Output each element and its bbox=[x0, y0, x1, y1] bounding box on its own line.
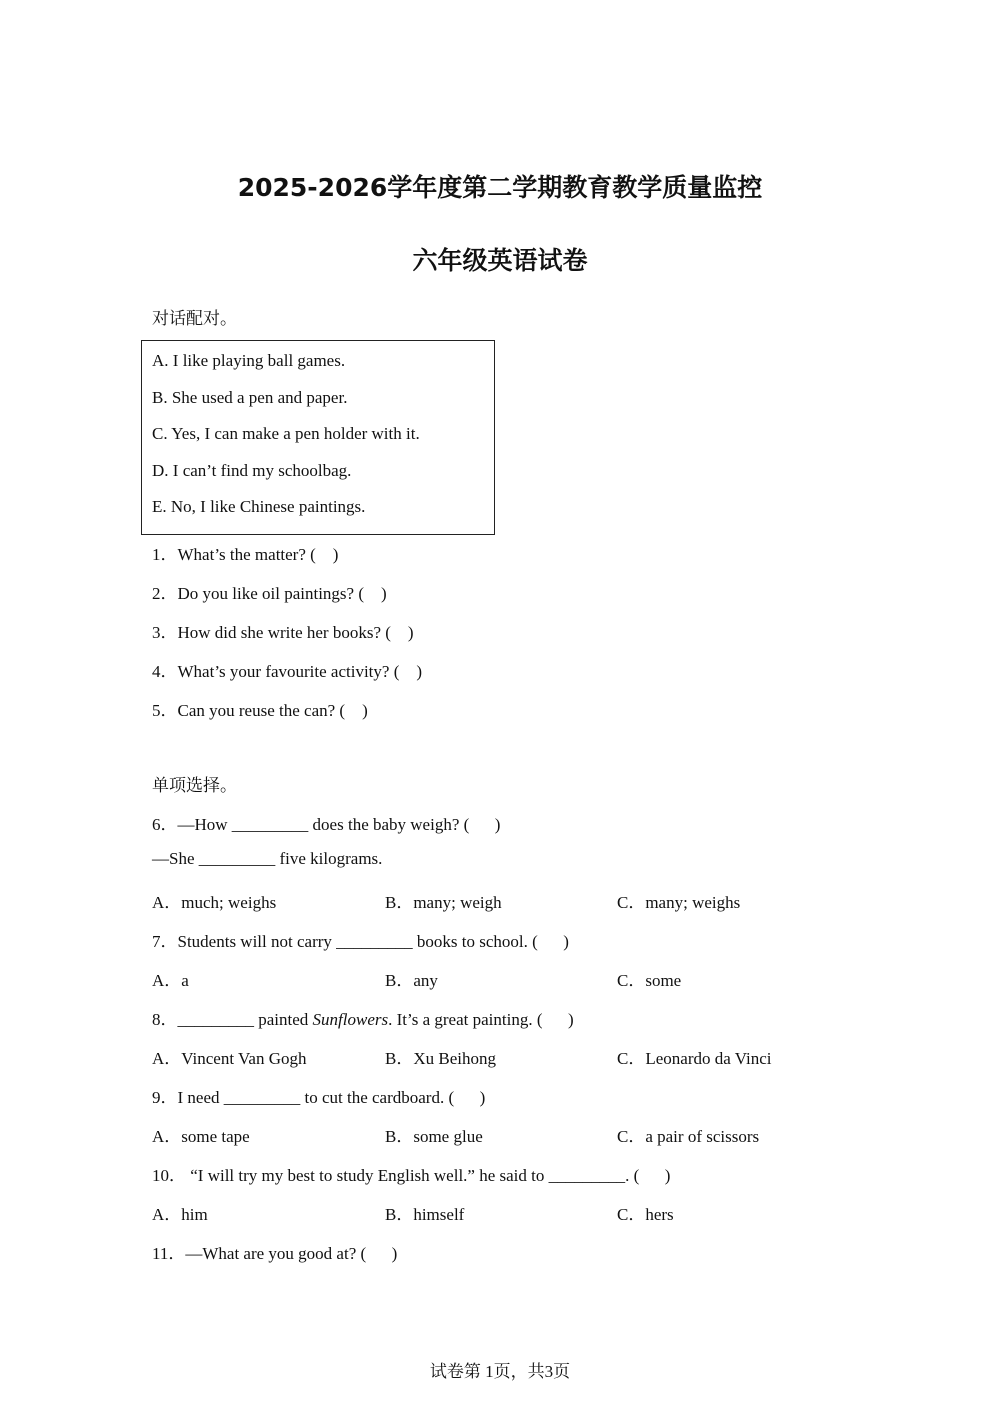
question-10-choice-a: A．him bbox=[152, 1205, 208, 1224]
question-7-choice-c: C．some bbox=[617, 971, 682, 990]
question-10: 10． “I will try my best to study English well.” he said to _________. ( ) bbox=[152, 1166, 671, 1185]
question-9-choice-c: C．a pair of scissors bbox=[617, 1127, 760, 1146]
question-6-choice-a: A．much; weighs bbox=[152, 893, 277, 912]
answer-options-box bbox=[141, 340, 495, 535]
answer-option-b: B. She used a pen and paper. bbox=[152, 388, 348, 407]
question-4: 4．What’s your favourite activity? ( ) bbox=[152, 662, 423, 681]
section-heading-multiple-choice: 单项选择。 bbox=[152, 776, 237, 796]
exam-title-line2: 六年级英语试卷 bbox=[412, 246, 588, 275]
question-9: 9．I need _________ to cut the cardboard. ( ) bbox=[152, 1088, 486, 1107]
question-6-response: —She _________ five kilograms. bbox=[152, 849, 383, 868]
question-7: 7．Students will not carry _________ books to school. ( ) bbox=[152, 932, 569, 951]
question-11: 11．—What are you good at? ( ) bbox=[152, 1244, 398, 1263]
answer-option-d: D. I can’t find my schoolbag. bbox=[152, 461, 352, 480]
question-2: 2．Do you like oil paintings? ( ) bbox=[152, 584, 387, 603]
exam-title-line1: 2025-2026学年度第二学期教育教学质量监控 bbox=[237, 173, 763, 202]
answer-option-e: E. No, I like Chinese paintings. bbox=[152, 497, 366, 516]
question-1: 1．What’s the matter? ( ) bbox=[152, 545, 339, 564]
question-7-choice-a: A．a bbox=[152, 971, 189, 990]
question-5: 5．Can you reuse the can? ( ) bbox=[152, 701, 368, 720]
question-6-choice-b: B．many; weigh bbox=[385, 893, 502, 912]
question-3: 3．How did she write her books? ( ) bbox=[152, 623, 414, 642]
question-9-choice-a: A．some tape bbox=[152, 1127, 250, 1146]
question-8-suffix: . It’s a great painting. ( ) bbox=[388, 1010, 574, 1029]
question-8-choice-b: B．Xu Beihong bbox=[385, 1049, 496, 1068]
section-heading-matching: 对话配对。 bbox=[152, 309, 237, 329]
question-10-choice-c: C．hers bbox=[617, 1205, 674, 1224]
question-8-choice-c: C．Leonardo da Vinci bbox=[617, 1049, 772, 1068]
question-7-choice-b: B．any bbox=[385, 971, 438, 990]
question-6-choice-c: C．many; weighs bbox=[617, 893, 741, 912]
question-8-prefix: 8．_________ painted bbox=[152, 1010, 313, 1029]
answer-option-c: C. Yes, I can make a pen holder with it. bbox=[152, 424, 420, 443]
answer-option-a: A. I like playing ball games. bbox=[152, 351, 346, 370]
question-9-choice-b: B．some glue bbox=[385, 1127, 483, 1146]
question-6: 6．—How _________ does the baby weigh? ( ) bbox=[152, 815, 501, 834]
question-8-choice-a: A．Vincent Van Gogh bbox=[152, 1049, 307, 1068]
question-8-painting-title: Sunflowers bbox=[312, 1010, 389, 1029]
question-10-choice-b: B．himself bbox=[385, 1205, 465, 1224]
question-8 bbox=[152, 1005, 574, 1030]
page-footer: 试卷第 1页，共3页 bbox=[429, 1362, 571, 1381]
